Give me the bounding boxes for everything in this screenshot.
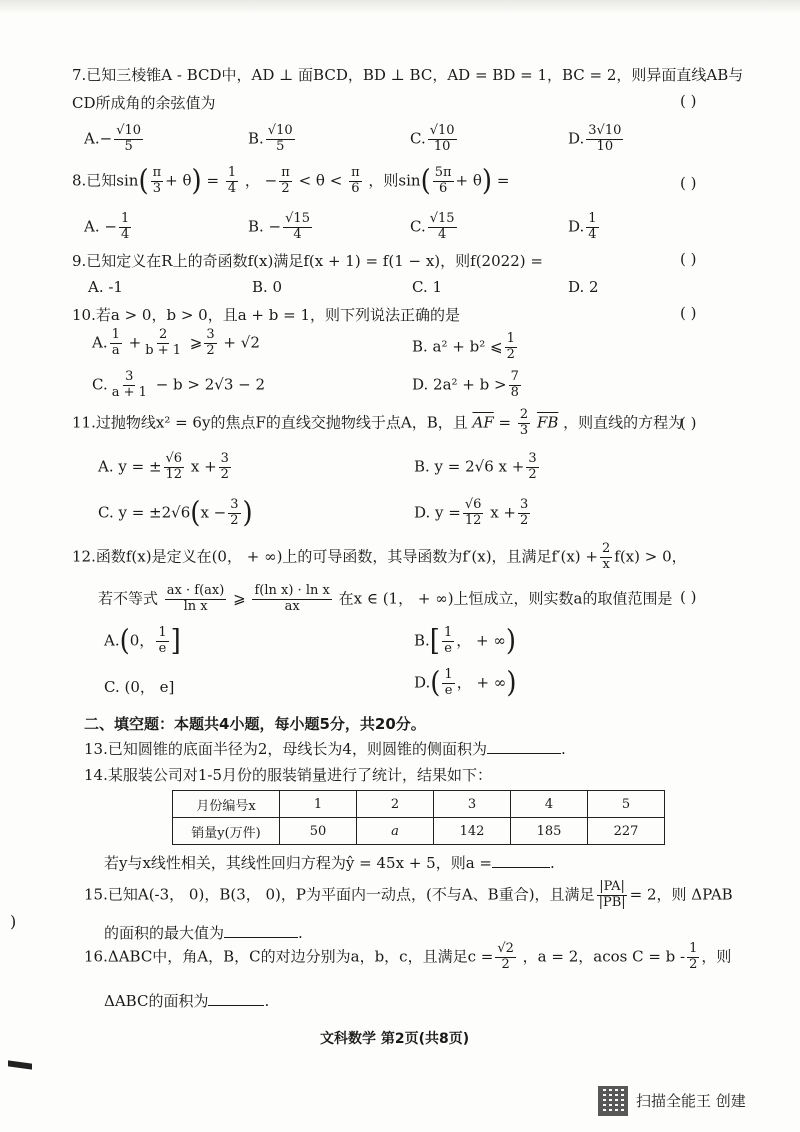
table-cell: 5 [588, 791, 665, 818]
table-cell: 50 [280, 818, 357, 845]
scanner-watermark: 扫描全能王 创建 [636, 1092, 746, 1110]
page-footer: 文科数学 第2页(共8页) [320, 1031, 470, 1047]
q12-option-b: B.[ $\frac{1}{e}$ ， + ∞) [414, 624, 516, 658]
table-cell: a [357, 818, 434, 845]
table-cell: 3 [434, 791, 511, 818]
q8-option-c: C. $\frac{√15}{4}$ [410, 211, 455, 242]
section-fill-in-title: 二、填空题：本题共4小题，每小题5分，共20分。 [84, 715, 426, 733]
q14-stem: 14.某服装公司对1-5月份的服装销量进行了统计，结果如下： [84, 766, 493, 784]
table-cell: 4 [511, 791, 588, 818]
table-row [173, 818, 665, 845]
table-row [173, 791, 665, 818]
q13-stem: 13.已知圆锥的底面半径为2，母线长为4，则圆锥的侧面积为 . [84, 740, 566, 758]
scan-mark: ) [10, 912, 17, 931]
q7-answer-paren: ( ) [680, 92, 697, 110]
table-header-y: 销量y(万件) [173, 818, 280, 845]
q12-option-c: C. (0， e] [104, 678, 175, 696]
q16-stem-line1: 16.ΔABC中，角A，B，C的对边分别为a，b，c，且满足c = $\frac{√2}{2}$ ，a = 2，acos C = b - $\frac{1}{2}$ ，则 [84, 941, 732, 972]
q9-option-d: D. 2 [568, 278, 599, 296]
table-cell: 1 [280, 791, 357, 818]
q11-option-d: D. y = $\frac{√6}{12}$ x + $\frac{3}{2}$ [414, 497, 529, 528]
q7-option-a: A.− $\frac{√10}{5}$ [84, 123, 142, 154]
q8-option-a: A. − $\frac{1}{4}$ [84, 211, 130, 242]
q11-stem: 11.过抛物线x² = 6y的焦点F的直线交抛物线于点A，B，且 $\overline{AF}$ = $\frac{2}{3}$ $\overline{FB}$ ，则直线的方程为 [72, 407, 684, 438]
q11-answer-paren: ( ) [680, 414, 697, 432]
q8-answer-paren: ( ) [680, 174, 697, 192]
table-cell: 227 [588, 818, 665, 845]
q10-option-b: B. a² + b² ⩽ $\frac{1}{2}$ [412, 331, 515, 362]
q9-stem: 9.已知定义在R上的奇函数f(x)满足f(x + 1) = f(1 − x)，则f(2022) = [72, 252, 543, 270]
q10-stem: 10.若a > 0，b > 0，且a + b = 1，则下列说法正确的是 [72, 306, 460, 324]
q9-option-c: C. 1 [412, 278, 443, 296]
q15-stem-line1: 15.已知A(-3， 0)，B(3， 0)，P为平面内一动点，(不与A、B重合)，且满足 $\frac{|PA|}{|PB|}$ = 2，则 ΔPAB [84, 879, 733, 910]
q16-stem-line2: ΔABC的面积为 . [104, 992, 270, 1010]
q12-option-a: A.(0， $\frac{1}{e}$ ] [104, 624, 181, 658]
q12-stem-line1: 12.函数f(x)是定义在(0， + ∞)上的可导函数，其导函数为f′(x)，且满足f′(x) + $\frac{2}{x}$ f(x) > 0， [72, 541, 687, 572]
q13-answer-blank[interactable] [487, 739, 561, 754]
q10-option-a: A. $\frac{1}{a}$ + $\frac{2}{b + 1}$ ⩾ $\frac{3}{2}$ + √2 [92, 327, 260, 358]
q15-answer-blank[interactable] [224, 923, 298, 938]
q7-stem-line1: 7.已知三棱锥A - BCD中，AD ⊥ 面BCD，BD ⊥ BC，AD = BD = 1，BC = 2，则异面直线AB与 [72, 66, 744, 84]
scan-mark [8, 1060, 32, 1069]
q14-question: 若y与x线性相关，其线性回归方程为ŷ = 45x + 5，则a = . [104, 854, 555, 872]
q15-stem-line2: 的面积的最大值为 . [104, 924, 303, 942]
table-cell: 142 [434, 818, 511, 845]
q7-option-d: D. $\frac{3√10}{10}$ [568, 123, 622, 154]
q9-answer-paren: ( ) [680, 250, 697, 268]
q10-option-d: D. 2a² + b > $\frac{7}{8}$ [412, 369, 519, 400]
q9-option-a: A. -1 [88, 278, 123, 296]
table-header-x: 月份编号x [173, 791, 280, 818]
q8-option-d: D. $\frac{1}{4}$ [568, 211, 597, 242]
q16-answer-blank[interactable] [208, 991, 264, 1006]
q7-option-c: C. $\frac{√10}{10}$ [410, 123, 455, 154]
q7-option-b: B. $\frac{√10}{5}$ [248, 123, 293, 154]
q12-answer-paren: ( ) [680, 588, 697, 606]
qr-code-icon [598, 1086, 628, 1116]
q10-answer-paren: ( ) [680, 304, 697, 322]
q14-answer-blank[interactable] [492, 853, 550, 868]
q9-option-b: B. 0 [252, 278, 283, 296]
q11-option-b: B. y = 2√6 x + $\frac{3}{2}$ [414, 451, 537, 482]
table-cell: 2 [357, 791, 434, 818]
q11-option-c: C. y = ±2√6(x − $\frac{3}{2}$ ) [98, 496, 253, 530]
q12-stem-line2: 若不等式 $\frac{ax \cdot f(ax)}{\text{ln x}}$ ⩾ $\frac{\text{f(ln x) · ln x}}{ax}$ 在x ∈ (1， + ∞)上恒成立，则实数a的取值范围是 [98, 583, 673, 614]
q11-option-a: A. y = ± $\frac{√6}{12}$ x + $\frac{3}{2}$ [98, 451, 229, 482]
scan-edge-shadow [0, 0, 800, 14]
q8-option-b: B. − $\frac{√15}{4}$ [248, 211, 310, 242]
q8-stem: 8.已知sin( $\frac{\pi}{3}$ + θ) = $\frac{1}{4}$ ， − $\frac{\pi}{2}$ < θ < $\frac{\pi}{6}$ ，则sin( $\frac{5\pi}{6}$ + θ) = [72, 164, 510, 198]
q12-option-d: D.( $\frac{1}{e}$ ， + ∞) [414, 666, 517, 700]
q10-option-c: C. $\frac{3}{a + 1}$ − b > 2√3 − 2 [92, 369, 266, 400]
table-cell: 185 [511, 818, 588, 845]
q7-stem-line2: CD所成角的余弦值为 [72, 94, 216, 112]
q14-data-table [172, 790, 665, 845]
